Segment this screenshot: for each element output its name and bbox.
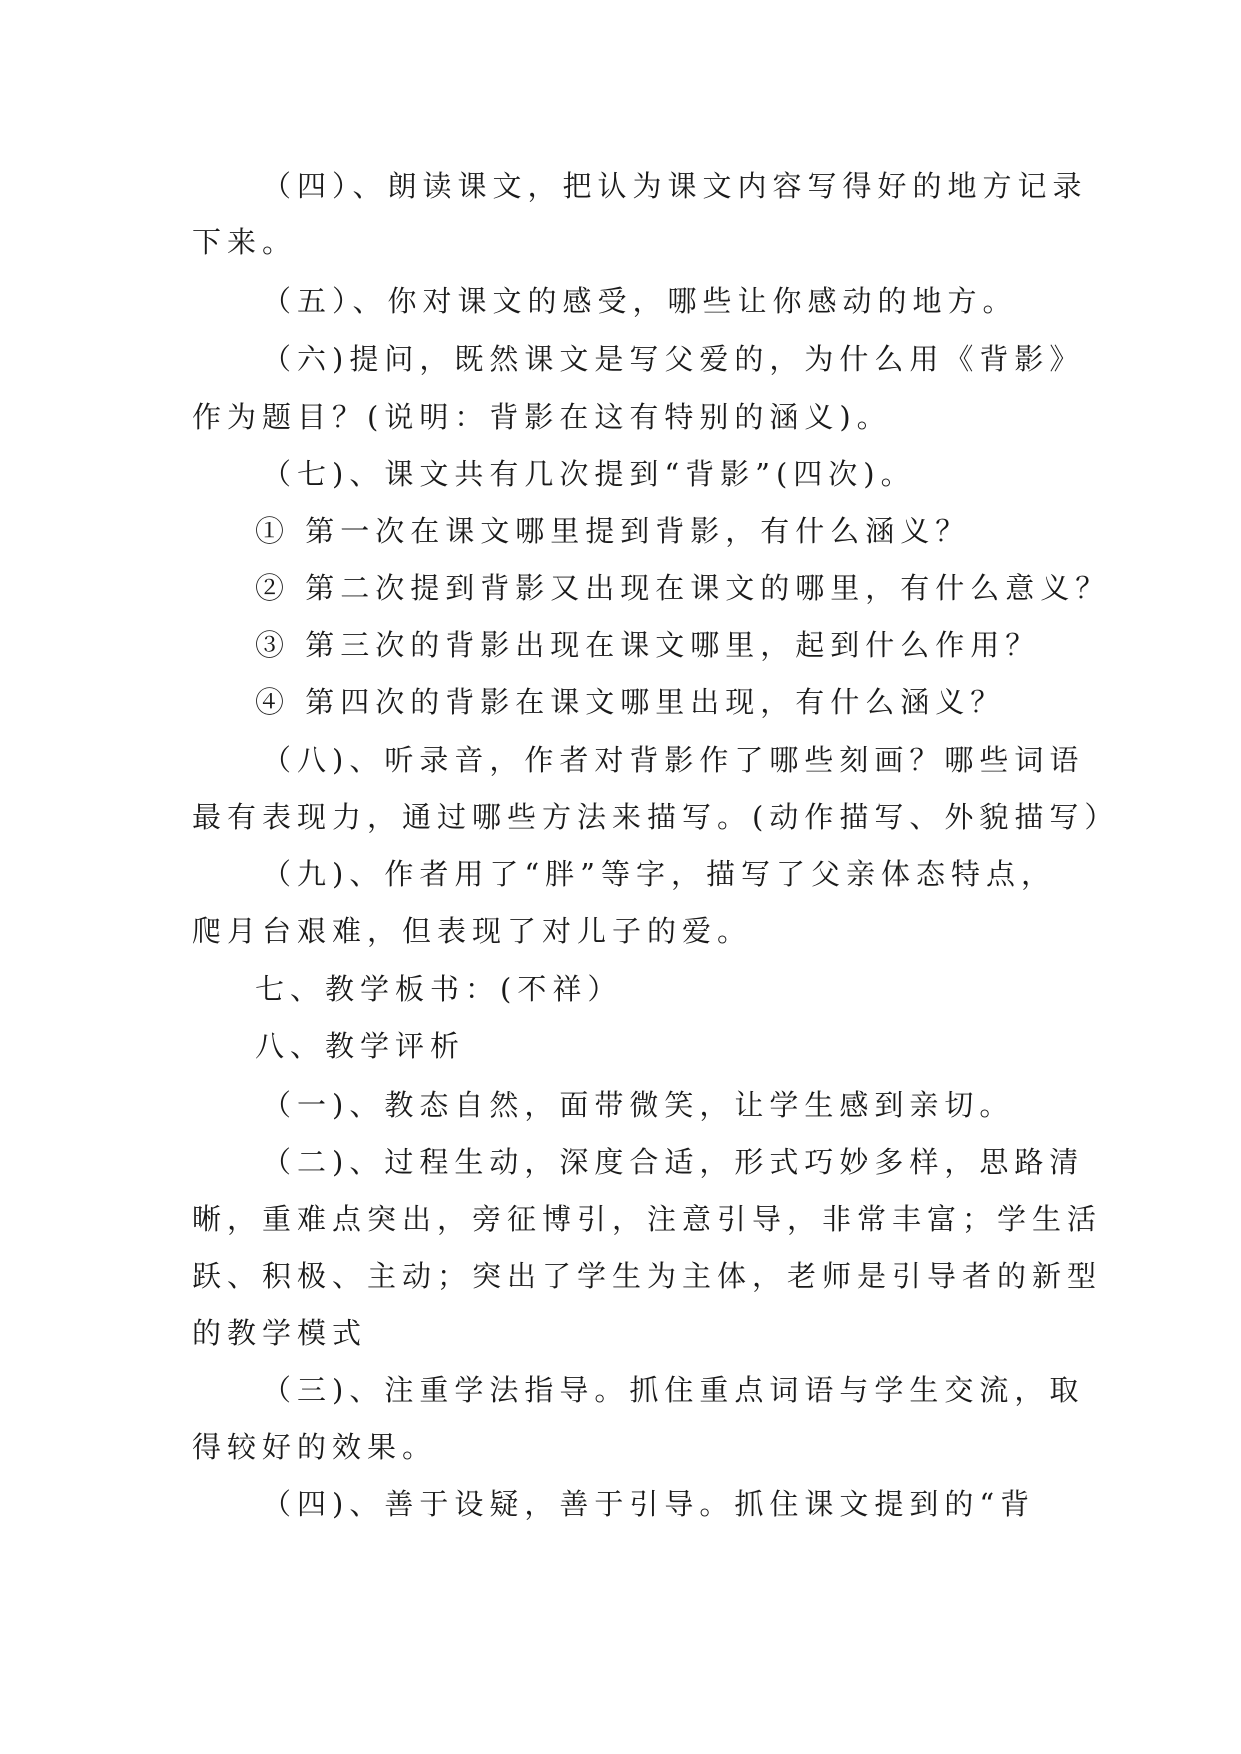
paragraph-line: 作为题目？(说明：背影在这有特别的涵义)。 [192,400,892,434]
paragraph-line: （九)、作者用了“胖”等字，描写了父亲体态特点， [262,857,1056,891]
paragraph-line: （三)、注重学法指导。抓住重点词语与学生交流，取 [262,1373,1085,1407]
paragraph-line: （五）、你对课文的感受，哪些让你感动的地方。 [262,284,1018,318]
list-item: ② 第二次提到背影又出现在课文的哪里，有什么意义？ [255,571,1111,605]
paragraph-line: 最有表现力，通过哪些方法来描写。(动作描写、外貌描写） [192,800,1120,834]
paragraph-line: （八)、听录音，作者对背影作了哪些刻画？哪些词语 [262,743,1085,777]
section-heading: 七、教学板书：(不祥） [255,972,623,1006]
paragraph-line: （七)、课文共有几次提到“背影”(四次)。 [262,457,916,491]
paragraph-line: 爬月台艰难，但表现了对儿子的爱。 [192,914,753,948]
paragraph-line: 跃、积极、主动；突出了学生为主体，老师是引导者的新型 [192,1259,1103,1293]
paragraph-line: 下来。 [192,225,298,259]
paragraph-line: 晰，重难点突出，旁征博引，注意引导，非常丰富；学生活 [192,1202,1103,1236]
paragraph-line: 的教学模式 [192,1316,368,1350]
list-item: ④ 第四次的背影在课文哪里出现，有什么涵义？ [255,685,1006,719]
paragraph-line: 得较好的效果。 [192,1430,438,1464]
section-heading: 八、教学评析 [255,1029,466,1063]
paragraph-line: （二)、过程生动，深度合适，形式巧妙多样，思路清 [262,1145,1085,1179]
paragraph-line: （一)、教态自然，面带微笑，让学生感到亲切。 [262,1088,1015,1122]
list-item: ③ 第三次的背影出现在课文哪里，起到什么作用？ [255,628,1041,662]
paragraph-line: （六)提问，既然课文是写父爱的，为什么用《背影》 [262,342,1085,376]
paragraph-line: （四)、善于设疑，善于引导。抓住课文提到的“背 [262,1487,1036,1521]
paragraph-line: （四）、朗读课文，把认为课文内容写得好的地方记录 [262,169,1088,203]
list-item: ① 第一次在课文哪里提到背影，有什么涵义？ [255,514,971,548]
